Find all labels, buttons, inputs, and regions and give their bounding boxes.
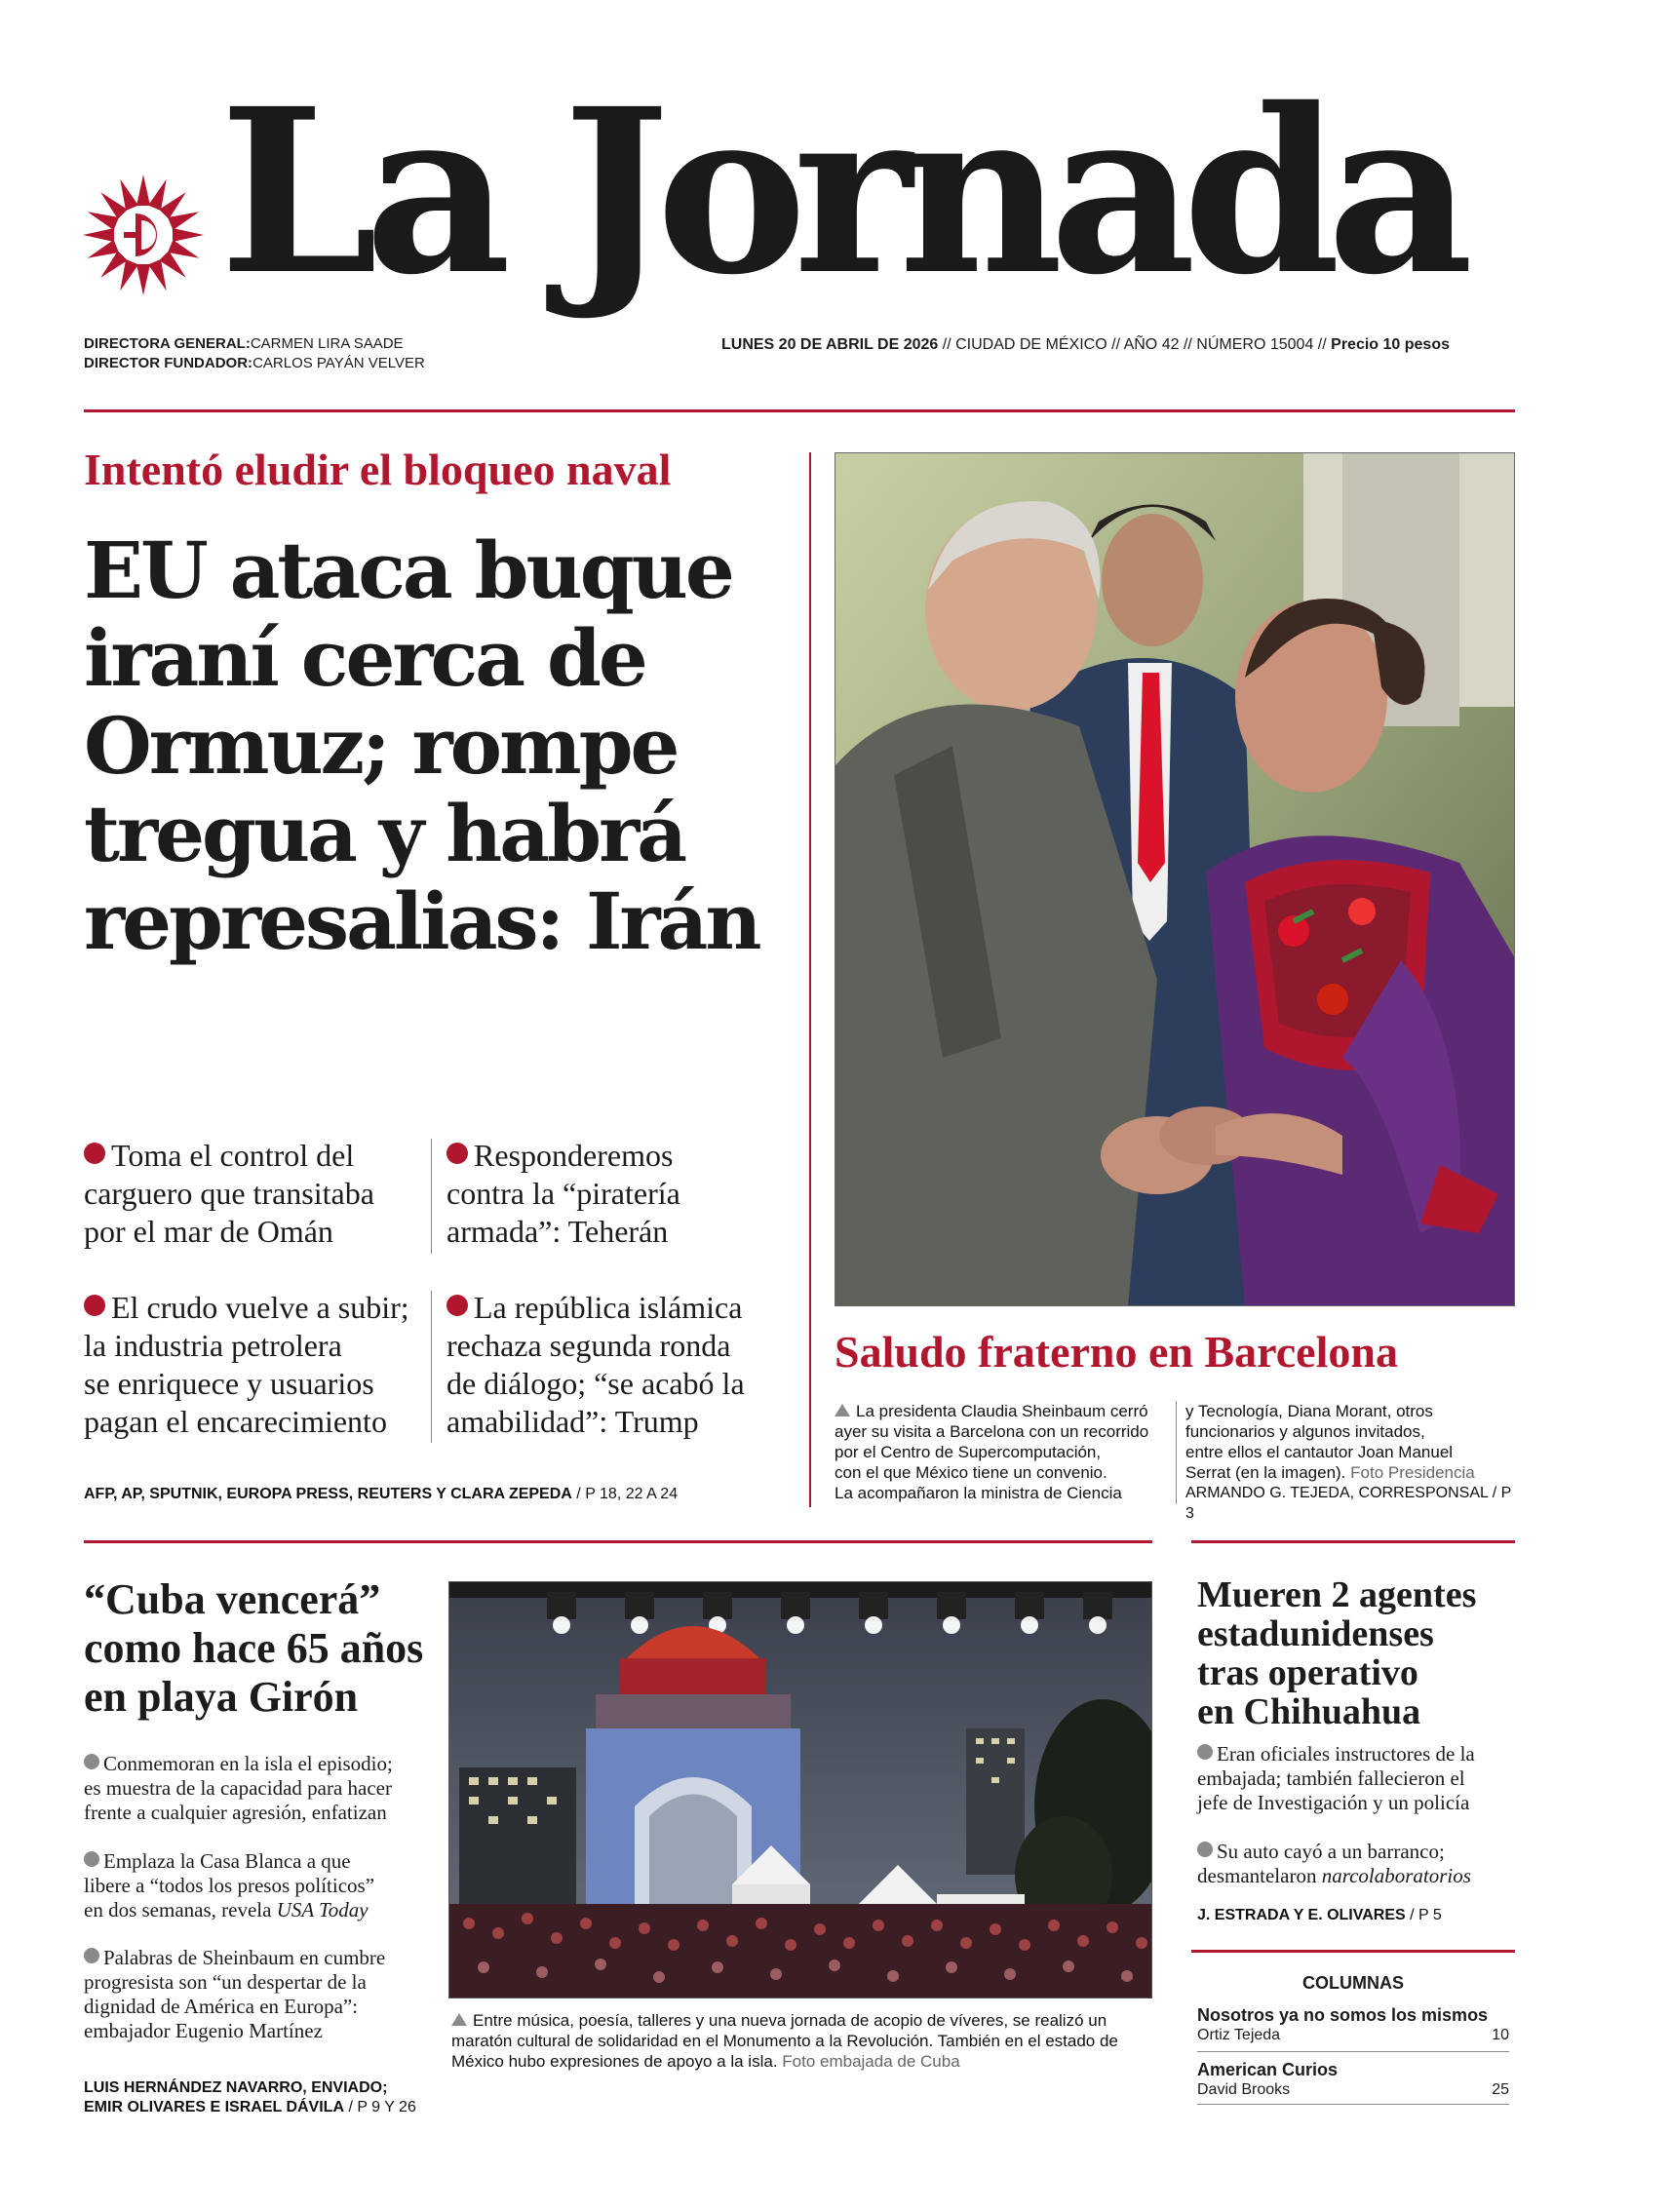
caption-triangle-icon [835, 1404, 850, 1416]
logo-wordmark: La Jornada [219, 58, 1460, 325]
chihuahua-headline: Mueren 2 agentes estadunidenses tras operativo en Chihuahua [1197, 1574, 1477, 1732]
masthead [0, 0, 1670, 390]
divider [431, 1291, 432, 1443]
lead-credit: AFP, AP, SPUTNIK, EUROPA PRESS, REUTERS Y CLARA ZEPEDA / P 18, 22 A 24 [84, 1486, 679, 1502]
barcelona-caption-col2: y Tecnología, Diana Morant, otros funcionarios y algunos invitados, entre ellos el cantautor Joan Manuel Serrat (en la imagen). Foto Presidencia ARMANDO G. TEJEDA, CORRESPONSAL / P 3 [1185, 1402, 1512, 1522]
bullet-icon [84, 1948, 99, 1963]
barcelona-caption-col1: La presidenta Claudia Sheinbaum cerró ayer su visita a Barcelona con un recorrido por el Centro de Supercomputación, con el que México tiene un convenio. La acompañaron la ministra de Ciencia [835, 1402, 1149, 1502]
cuba-caption: Entre música, poesía, talleres y una nueva jornada de acopio de víveres, se realizó un maratón cultural de solidaridad en el Monumento a la Revolución. También en el estado de México hubo expresiones de apoyo a la isla. Foto embajada de Cuba [451, 2011, 1118, 2071]
divider [1197, 2051, 1509, 2052]
lead-point-1: Toma el control del carguero que transitaba por el mar de Omán [84, 1138, 374, 1249]
chihuahua-credit: J. ESTRADA Y E. OLIVARES / P 5 [1197, 1907, 1442, 1923]
masthead-rule [84, 409, 1515, 412]
bullet-icon [1197, 1842, 1213, 1857]
headline-line: tregua y habrá [84, 788, 685, 879]
dateline: LUNES 20 DE ABRIL DE 2026 // CIUDAD DE MÉXICO // AÑO 42 // NÚMERO 15004 // Precio 10 pesos [721, 336, 1450, 353]
headline-line: represalias: Irán [84, 875, 759, 967]
cuba-point-3: Palabras de Sheinbaum en cumbre progresista son “un despertar de la dignidad de América en Europa”: embajador Eugenio Martínez [84, 1946, 386, 2042]
bullet-icon [84, 1295, 105, 1316]
lead-point-4: La república islámica rechaza segunda ronda de diálogo; “se acabó la amabilidad”: Trump [447, 1290, 745, 1439]
cuba-point-1: Conmemoran en la isla el episodio; es muestra de la capacidad para hacer frente a cualquier agresión, enfatizan [84, 1752, 393, 1824]
cuba-headline: “Cuba vencerá” como hace 65 años en playa Girón [84, 1575, 424, 1721]
columnas-title: COLUMNAS [1302, 1973, 1404, 1993]
bullet-icon [84, 1143, 105, 1164]
divider [1176, 1401, 1177, 1504]
section-rule [84, 1540, 1152, 1543]
lead-point-2: Responderemos contra la “piratería armada”: Teherán [447, 1138, 680, 1249]
bullet-icon [1197, 1744, 1213, 1760]
barcelona-photo [835, 452, 1515, 1306]
director-general: DIRECTORA GENERAL:CARMEN LIRA SAADE [84, 335, 404, 352]
barcelona-headline: Saludo fraterno en Barcelona [835, 1327, 1398, 1377]
lead-point-3: El crudo vuelve a subir; la industria petrolera se enriquece y usuarios pagan el encarecimiento [84, 1290, 409, 1439]
lead-headline [84, 526, 805, 965]
chihuahua-point-1: Eran oficiales instructores de la embajada; también fallecieron el jefe de Investigación y un policía [1197, 1742, 1475, 1814]
bullet-icon [84, 1851, 99, 1867]
column-item[interactable]: American Curios David Brooks 25 [1197, 2060, 1509, 2098]
cuba-credit: LUIS HERNÁNDEZ NAVARRO, ENVIADO; EMIR OLIVARES E ISRAEL DÁVILA / P 9 Y 26 [84, 2079, 416, 2115]
bullet-icon [447, 1143, 468, 1164]
cuba-point-2: Emplaza la Casa Blanca a que libere a “todos los presos políticos” en dos semanas, revela USA Today [84, 1849, 375, 1921]
column-item[interactable]: Nosotros ya no somos los mismos Ortiz Tejeda 10 [1197, 2005, 1509, 2043]
divider [1197, 2104, 1509, 2105]
sun-logo-icon [80, 172, 207, 298]
bullet-icon [84, 1754, 99, 1769]
caption-triangle-icon [451, 2013, 467, 2026]
headline-line: EU ataca buque [84, 524, 732, 616]
director-fundador: DIRECTOR FUNDADOR:CARLOS PAYÁN VELVER [84, 355, 425, 371]
columnas-rule [1191, 1950, 1515, 1953]
cuba-photo [448, 1581, 1152, 1999]
lead-kicker: Intentó eludir el bloqueo naval [84, 445, 672, 494]
column-rule [809, 452, 811, 1507]
divider [431, 1139, 432, 1254]
headline-line: Ormuz; rompe [84, 700, 678, 792]
headline-line: iraní cerca de [84, 612, 645, 704]
chihuahua-point-2: Su auto cayó a un barranco; desmantelaron narcolaboratorios [1197, 1840, 1471, 1887]
section-rule-right [1191, 1540, 1515, 1543]
bullet-icon [447, 1295, 468, 1316]
